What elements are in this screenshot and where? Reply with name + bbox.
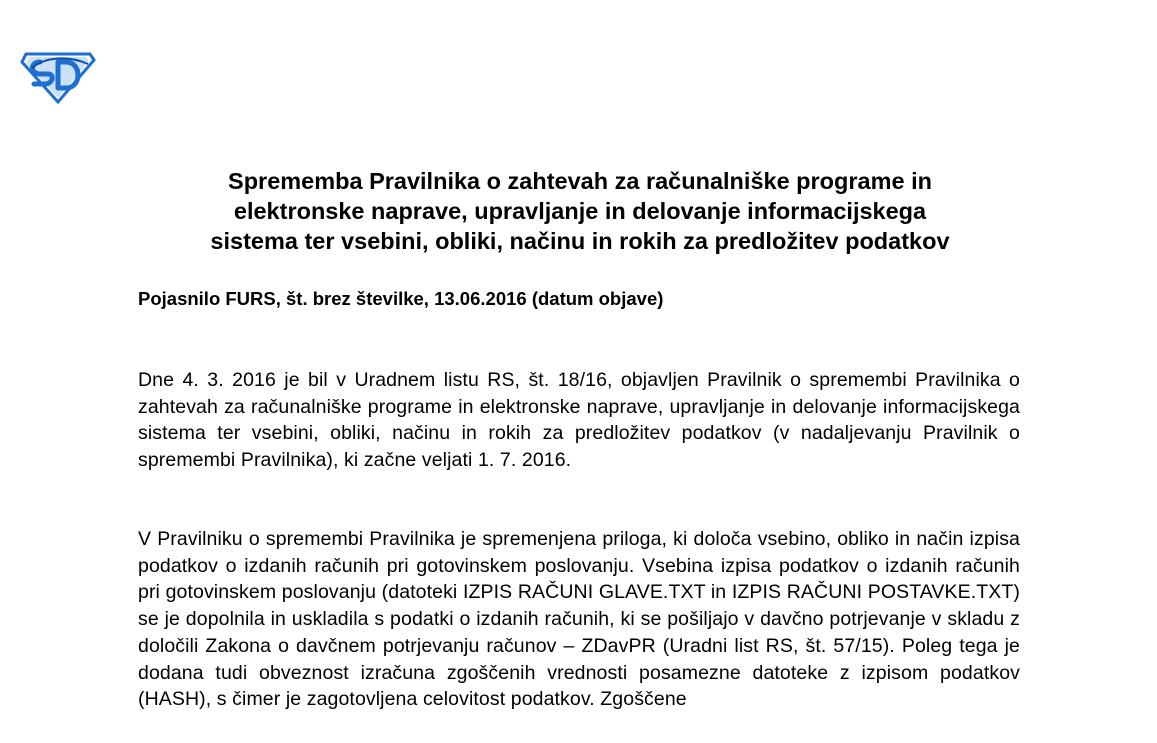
body-paragraph: Dne 4. 3. 2016 je bil v Uradnem listu RS, št. 18/16, objavljen Pravilnik o spremembi Pravilnika o zahtevah za računalniške programe in elektronske naprave, upravljanje in delovanje informacijskega sistema ter vsebini, obliki, načinu in rokih za predložitev podatkov (v nadaljevanju Pravilnik o spremembi Pravilnika), ki začne veljati 1. 7. 2016. bbox=[138, 369, 1020, 472]
document-subtitle: Pojasnilo FURS, št. brez številke, 13.06.2016 (datum objave) bbox=[138, 288, 664, 309]
title-line: Sprememba Pravilnika o zahtevah za računalniške programe in bbox=[228, 168, 932, 194]
title-line: sistema ter vsebini, obliki, načinu in rokih za predložitev podatkov bbox=[210, 228, 950, 254]
body-paragraph: V Pravilniku o spremembi Pravilnika je spremenjena priloga, ki določa vsebino, obliko in način izpisa podatkov o izdanih računih pri gotovinskem poslovanju. Vsebina izpisa podatkov o izdanih računih pri gotovinskem poslovanju (datoteki IZPIS RAČUNI GLAVE.TXT in IZPIS RAČUNI POSTAVKE.TXT) se je dopolnila in uskladila s podatki o izdanih računih, ki se pošiljajo v davčno potrjevanje v skladu z določili Zakona o davčnem potrjevanju računov – ZDavPR (Uradni list RS, št. 57/15). Poleg tega je dodana tudi obveznost izračuna zgoščenih vrednosti posamezne datoteke z izpisom podatkov (HASH), s čimer je zagotovljena celovitost podatkov. Zgoščene bbox=[138, 528, 1020, 711]
document-title bbox=[140, 166, 1020, 256]
dolphin-sd-logo-icon bbox=[20, 48, 96, 104]
title-line: elektronske naprave, upravljanje in delovanje informacijskega bbox=[233, 198, 927, 224]
